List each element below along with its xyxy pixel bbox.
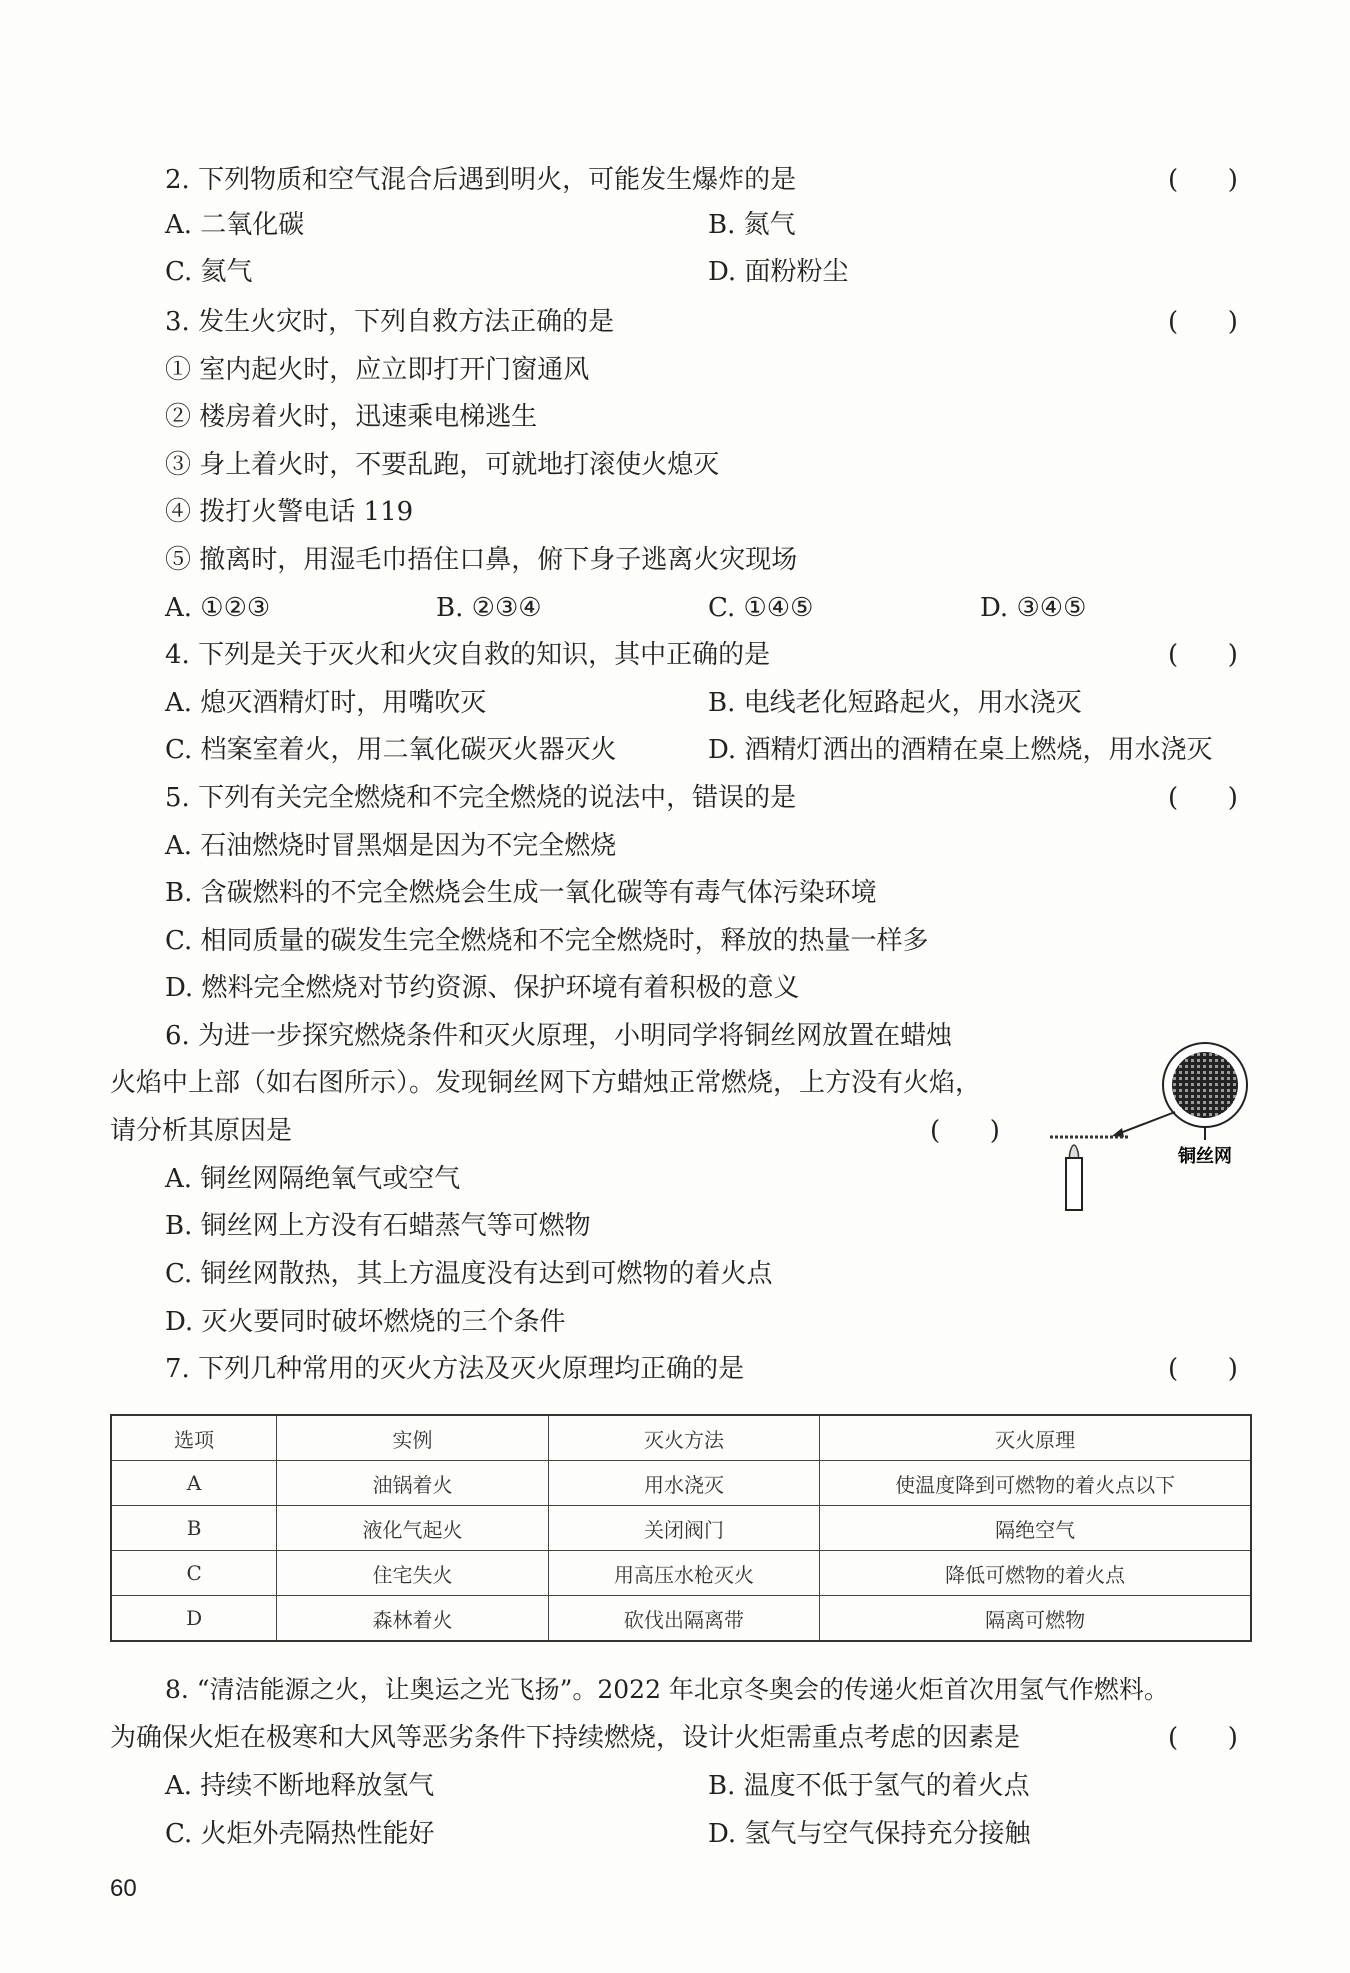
q6-stem-line-2: 火焰中上部（如右图所示）。发现铜丝网下方蜡烛正常燃烧，上方没有火焰， xyxy=(110,1068,982,1098)
q3-item-3: ③ 身上着火时，不要乱跑，可就地打滚使火熄灭 xyxy=(165,450,720,480)
table-cell: 隔绝空气 xyxy=(820,1506,1251,1551)
q7-table xyxy=(110,1414,1252,1642)
table-cell: 用水浇灭 xyxy=(548,1461,820,1506)
q6-option-b: B. 铜丝网上方没有石蜡蒸气等可燃物 xyxy=(165,1211,591,1241)
table-cell: 关闭阀门 xyxy=(548,1506,820,1551)
q3-item-5: ⑤ 撤离时，用湿毛巾捂住口鼻，俯下身子逃离火灾现场 xyxy=(165,545,798,575)
q5-option-d: D. 燃料完全燃烧对节约资源、保护环境有着积极的意义 xyxy=(165,973,800,1003)
table-cell: 隔离可燃物 xyxy=(820,1596,1251,1642)
q4-stem: 4. 下列是关于灭火和火灾自救的知识，其中正确的是 xyxy=(165,640,771,670)
q6-option-d: D. 灭火要同时破坏燃烧的三个条件 xyxy=(165,1307,566,1337)
q8-option-a: A. 持续不断地释放氢气 xyxy=(165,1771,435,1801)
mesh-closeup-icon xyxy=(1172,1052,1238,1118)
q6-answer-blank[interactable]: ( ) xyxy=(930,1116,1000,1146)
q7-answer-blank[interactable]: ( ) xyxy=(1168,1354,1238,1384)
q3-option-a: A. ①②③ xyxy=(165,593,271,623)
table-cell: 住宅失火 xyxy=(277,1551,549,1596)
candle-figure-svg xyxy=(1040,1040,1260,1220)
q3-answer-blank[interactable]: ( ) xyxy=(1168,307,1238,337)
q8-stem-line-2: 为确保火炬在极寒和大风等恶劣条件下持续燃烧，设计火炬需重点考虑的因素是 xyxy=(110,1723,1021,1753)
q8-option-d: D. 氢气与空气保持充分接触 xyxy=(708,1819,1031,1849)
table-row xyxy=(111,1461,1251,1506)
q4-option-c: C. 档案室着火，用二氧化碳灭火器灭火 xyxy=(165,735,617,765)
q6-option-a: A. 铜丝网隔绝氧气或空气 xyxy=(165,1164,461,1194)
copper-mesh-label: 铜丝网 xyxy=(1178,1146,1232,1166)
q3-stem: 3. 发生火灾时，下列自救方法正确的是 xyxy=(165,307,615,337)
table-header-example: 实例 xyxy=(277,1415,549,1461)
q4-option-a: A. 熄灭酒精灯时，用嘴吹灭 xyxy=(165,688,487,718)
q8-answer-blank[interactable]: ( ) xyxy=(1168,1723,1238,1753)
table-cell: 液化气起火 xyxy=(277,1506,549,1551)
q2-stem: 2. 下列物质和空气混合后遇到明火，可能发生爆炸的是 xyxy=(165,165,797,195)
table-cell: 砍伐出隔离带 xyxy=(548,1596,820,1642)
q6-option-c: C. 铜丝网散热，其上方温度没有达到可燃物的着火点 xyxy=(165,1259,773,1289)
table-cell: C xyxy=(111,1551,277,1596)
q8-stem-line-1: 8. “清洁能源之火，让奥运之光飞扬”。2022 年北京冬奥会的传递火炬首次用氢气作燃料。 xyxy=(165,1675,1169,1704)
table-header-method: 灭火方法 xyxy=(548,1415,820,1461)
q2-option-b: B. 氮气 xyxy=(708,210,796,240)
q2-option-d: D. 面粉粉尘 xyxy=(708,257,849,287)
candle-body-icon xyxy=(1066,1158,1082,1210)
q5-answer-blank[interactable]: ( ) xyxy=(1168,783,1238,813)
q3-item-1: ① 室内起火时，应立即打开门窗通风 xyxy=(165,355,590,385)
q5-option-a: A. 石油燃烧时冒黑烟是因为不完全燃烧 xyxy=(165,831,617,861)
table-cell: 降低可燃物的着火点 xyxy=(820,1551,1251,1596)
table-cell: A xyxy=(111,1461,277,1506)
table-cell: 用高压水枪灭火 xyxy=(548,1551,820,1596)
q6-stem-line-1: 6. 为进一步探究燃烧条件和灭火原理，小明同学将铜丝网放置在蜡烛 xyxy=(165,1021,953,1051)
q2-option-c: C. 氦气 xyxy=(165,257,253,287)
pointer-line xyxy=(1115,1112,1175,1135)
table-header-option: 选项 xyxy=(111,1415,277,1461)
q3-option-d: D. ③④⑤ xyxy=(980,593,1087,623)
q2-answer-blank[interactable]: ( ) xyxy=(1168,165,1238,195)
q4-option-d: D. 酒精灯洒出的酒精在桌上燃烧，用水浇灭 xyxy=(708,735,1213,765)
page-number: 60 xyxy=(110,1875,137,1902)
q7-table-header-row xyxy=(111,1415,1251,1461)
copper-mesh-candle-figure xyxy=(1040,1040,1260,1224)
q3-option-b: B. ②③④ xyxy=(436,593,542,623)
table-cell: 森林着火 xyxy=(277,1596,549,1642)
q2-option-a: A. 二氧化碳 xyxy=(165,210,305,240)
table-header-principle: 灭火原理 xyxy=(820,1415,1251,1461)
q5-stem: 5. 下列有关完全燃烧和不完全燃烧的说法中，错误的是 xyxy=(165,783,797,813)
q3-option-c: C. ①④⑤ xyxy=(708,593,814,623)
q5-option-c: C. 相同质量的碳发生完全燃烧和不完全燃烧时，释放的热量一样多 xyxy=(165,926,929,956)
table-cell: 使温度降到可燃物的着火点以下 xyxy=(820,1461,1251,1506)
q3-item-2: ② 楼房着火时，迅速乘电梯逃生 xyxy=(165,402,538,432)
q5-option-b: B. 含碳燃料的不完全燃烧会生成一氧化碳等有毒气体污染环境 xyxy=(165,878,877,908)
q4-answer-blank[interactable]: ( ) xyxy=(1168,640,1238,670)
table-cell: 油锅着火 xyxy=(277,1461,549,1506)
table-row xyxy=(111,1506,1251,1551)
table-row xyxy=(111,1551,1251,1596)
q4-option-b: B. 电线老化短路起火，用水浇灭 xyxy=(708,688,1082,718)
q3-item-4: ④ 拨打火警电话 119 xyxy=(165,497,414,527)
q8-option-c: C. 火炬外壳隔热性能好 xyxy=(165,1819,435,1849)
q8-option-b: B. 温度不低于氢气的着火点 xyxy=(708,1771,1030,1801)
table-cell: B xyxy=(111,1506,277,1551)
table-cell: D xyxy=(111,1596,277,1642)
q6-stem-line-3: 请分析其原因是 xyxy=(110,1116,293,1146)
table-row xyxy=(111,1596,1251,1642)
q7-stem: 7. 下列几种常用的灭火方法及灭火原理均正确的是 xyxy=(165,1354,745,1384)
